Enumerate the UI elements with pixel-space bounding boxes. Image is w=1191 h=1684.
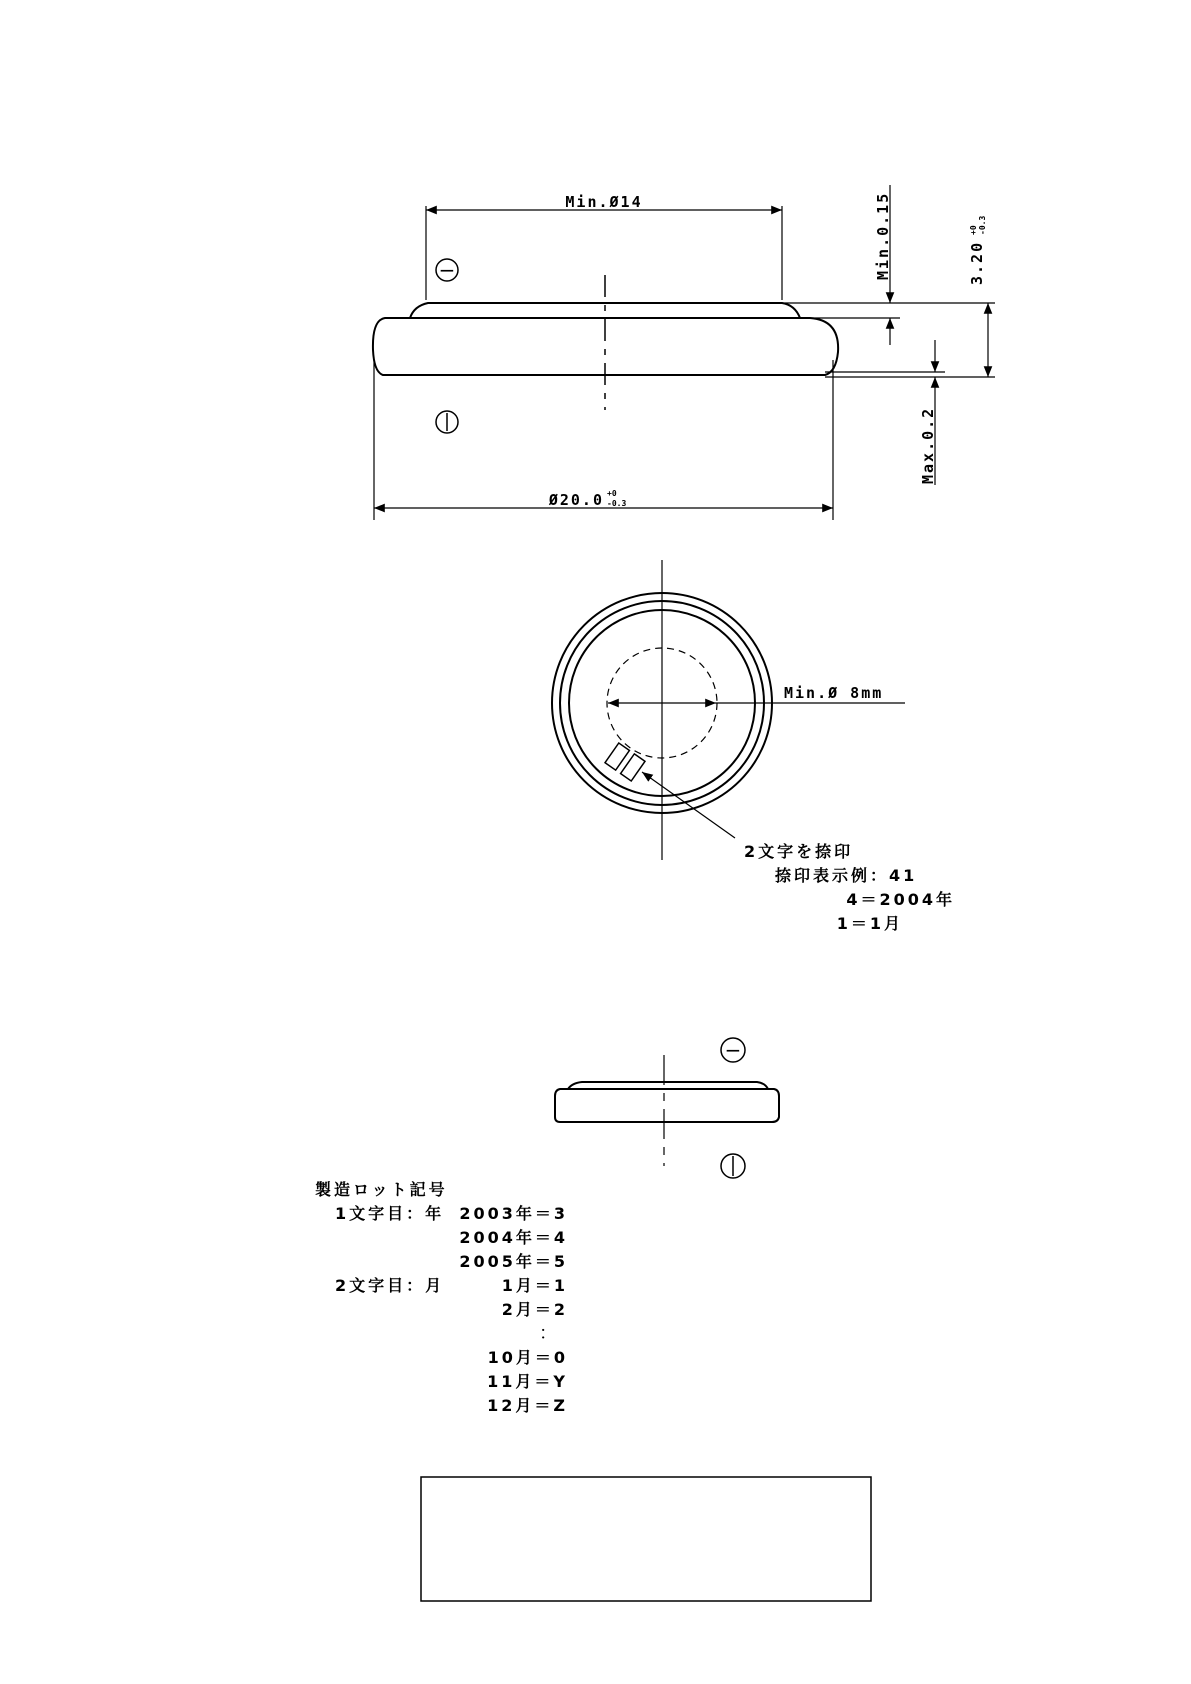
char2-value-oct: 10月＝0 (487, 1348, 568, 1367)
dim-min-d14-label: Min.Ø14 (565, 193, 643, 211)
dim-max-02-label: Max.0.2 (919, 406, 937, 484)
char1-value-2004: 2004年＝4 (459, 1228, 568, 1247)
char1-label: 1文字目：年 (335, 1204, 445, 1223)
example-line-month: 1＝1月 (836, 914, 903, 933)
dim-min-d8-label: Min.Ø 8mm (784, 684, 884, 702)
top-view (552, 560, 905, 860)
dim-total-tol-minus: -0.3 (978, 215, 987, 235)
char1-value-2005: 2005年＝5 (459, 1252, 568, 1271)
small-side-view (555, 1038, 779, 1178)
dim-min-015-label: Min.0.15 (874, 191, 892, 280)
char2-value-nov: 11月＝Y (487, 1372, 568, 1391)
negative-terminal-sign: − (438, 258, 456, 282)
lot-code-title: 製造ロット記号 (315, 1180, 448, 1199)
dim-d20-tol-minus: -0.3 (607, 499, 627, 508)
dim-total-label: 3.20 (968, 240, 986, 285)
char2-value-feb: 2月＝2 (501, 1300, 568, 1319)
example-line-year: 4＝2004年 (846, 890, 955, 909)
char2-value-dec: 12月＝Z (487, 1396, 568, 1415)
marking-boxes (605, 743, 645, 781)
dim-d20-label: Ø20.0 (548, 491, 604, 509)
marking-label: 2文字を捺印 (744, 842, 854, 861)
char2-value-jan: 1月＝1 (501, 1276, 568, 1295)
small-negative-sign: − (724, 1038, 742, 1062)
char2-label: 2文字目：月 (335, 1276, 445, 1295)
example-label: 捺印表示例：41 (775, 866, 918, 885)
small-cap-outline (568, 1082, 768, 1089)
empty-title-box (421, 1477, 871, 1601)
char1-value-2003: 2003年＝3 (459, 1204, 568, 1223)
small-body-outline (555, 1089, 779, 1122)
side-view (373, 185, 995, 520)
dim-d20-tol-plus: +0 (607, 489, 617, 498)
char2-separator: ： (539, 1323, 557, 1344)
dim-total-tol-plus: +0 (969, 225, 978, 235)
